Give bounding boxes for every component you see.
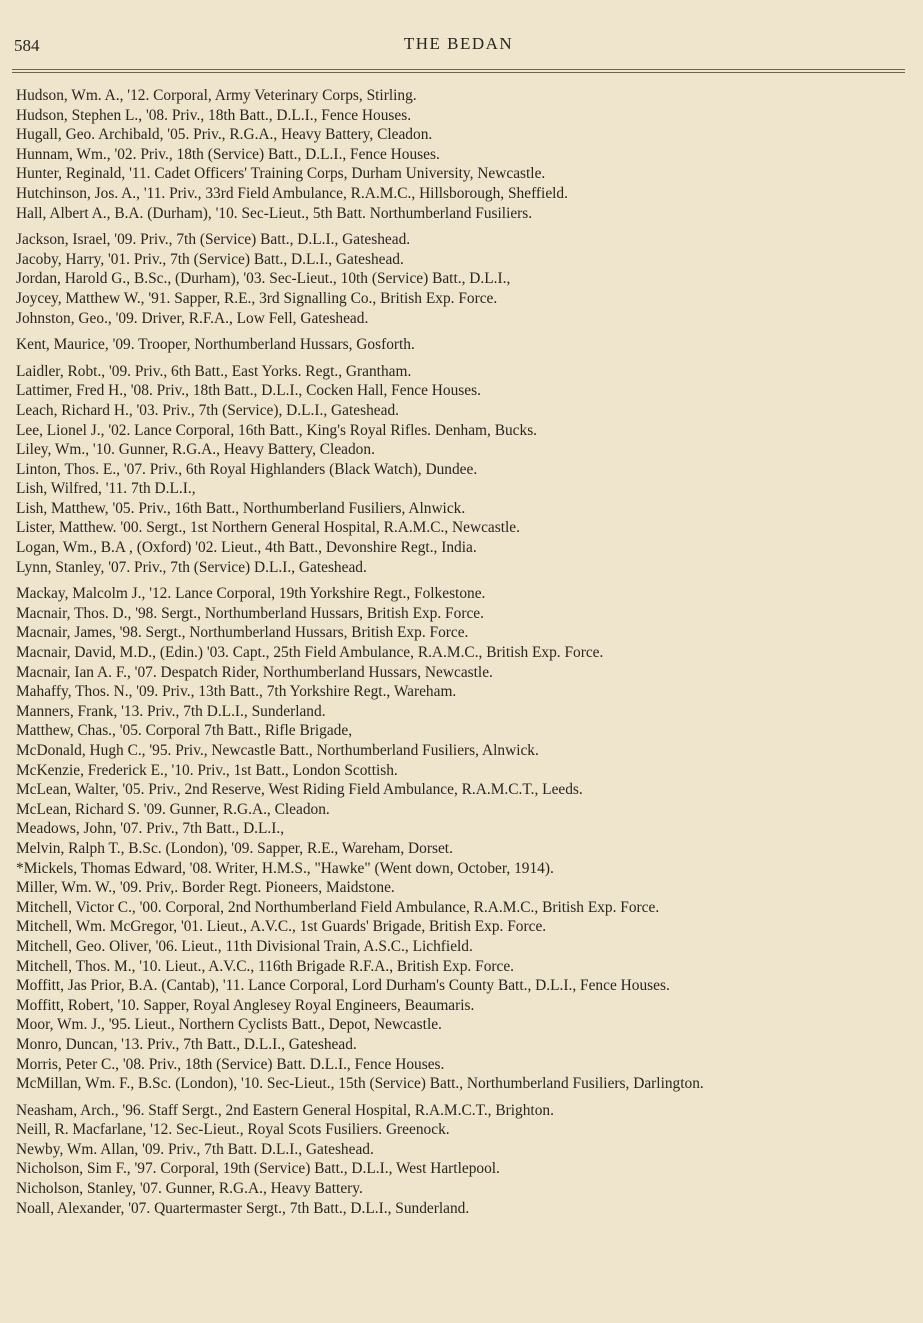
- roll-entry: Macnair, James, '98. Sergt., Northumberland Hussars, British Exp. Force.: [16, 624, 469, 642]
- roll-entry: Lee, Lionel J., '02. Lance Corporal, 16th Batt., King's Royal Rifles. Denham, Bucks.: [16, 421, 538, 439]
- roll-entry: Mackay, Malcolm J., '12. Lance Corporal, 19th Yorkshire Regt., Folkestone.: [16, 585, 486, 603]
- page-header: [14, 34, 903, 60]
- roll-entry: Mahaffy, Thos. N., '09. Priv., 13th Batt., 7th Yorkshire Regt., Wareham.: [16, 683, 457, 701]
- roll-entry: Mitchell, Geo. Oliver, '06. Lieut., 11th Divisional Train, A.S.C., Lichfield.: [16, 937, 473, 955]
- roll-entry: Nicholson, Sim F., '97. Corporal, 19th (Service) Batt., D.L.I., West Hartlepool.: [16, 1160, 500, 1178]
- roll-entry: Miller, Wm. W., '09. Priv,. Border Regt. Pioneers, Maidstone.: [16, 879, 395, 897]
- roll-entry: Lish, Matthew, '05. Priv., 16th Batt., Northumberland Fusiliers, Alnwick.: [16, 499, 466, 517]
- roll-entry: Linton, Thos. E., '07. Priv., 6th Royal Highlanders (Black Watch), Dundee.: [16, 460, 478, 478]
- roll-entry: Kent, Maurice, '09. Trooper, Northumberland Hussars, Gosforth.: [16, 336, 415, 354]
- roll-entry: Jacoby, Harry, '01. Priv., 7th (Service) Batt., D.L.I., Gateshead.: [16, 250, 404, 268]
- roll-entry: Macnair, Ian A. F., '07. Despatch Rider, Northumberland Hussars, Newcastle.: [16, 663, 493, 681]
- roll-entry: Neill, R. Macfarlane, '12. Sec-Lieut., Royal Scots Fusiliers. Greenock.: [16, 1121, 450, 1139]
- letter-group: [16, 362, 911, 578]
- roll-entry: Noall, Alexander, '07. Quartermaster Sergt., 7th Batt., D.L.I., Sunderland.: [16, 1199, 470, 1217]
- roll-entry: Neasham, Arch., '96. Staff Sergt., 2nd Eastern General Hospital, R.A.M.C.T., Brighton.: [16, 1101, 554, 1119]
- letter-group: [16, 584, 911, 1093]
- roll-entry: Mitchell, Victor C., '00. Corporal, 2nd Northumberland Field Ambulance, R.A.M.C., British Exp. Force.: [16, 898, 660, 916]
- roll-entry: Johnston, Geo., '09. Driver, R.F.A., Low Fell, Gateshead.: [16, 309, 369, 327]
- roll-entry: Joycey, Matthew W., '91. Sapper, R.E., 3rd Signalling Co., British Exp. Force.: [16, 289, 498, 307]
- letter-group: [16, 86, 911, 223]
- roll-entry: Newby, Wm. Allan, '09. Priv., 7th Batt. D.L.I., Gateshead.: [16, 1140, 374, 1158]
- roll-entry: McDonald, Hugh C., '95. Priv., Newcastle Batt., Northumberland Fusiliers, Alnwick.: [16, 742, 539, 759]
- roll-entry: Lattimer, Fred H., '08. Priv., 18th Batt., D.L.I., Cocken Hall, Fence Houses.: [16, 382, 481, 400]
- roll-entry: Logan, Wm., B.A , (Oxford) '02. Lieut., 4th Batt., Devonshire Regt., India.: [16, 539, 477, 557]
- letter-group: [16, 335, 911, 355]
- roll-entry: Lister, Matthew. '00. Sergt., 1st Northern General Hospital, R.A.M.C., Newcastle.: [16, 519, 520, 537]
- roll-entry: Lish, Wilfred, '11. 7th D.L.I.,: [16, 480, 196, 498]
- roll-entry: Hunter, Reginald, '11. Cadet Officers' Training Corps, Durham University, Newcastle.: [16, 165, 546, 183]
- roll-entry: Hudson, Stephen L., '08. Priv., 18th Batt., D.L.I., Fence Houses.: [16, 106, 412, 124]
- roll-entry: Moffitt, Robert, '10. Sapper, Royal Anglesey Royal Engineers, Beaumaris.: [16, 996, 475, 1014]
- roll-entry: McKenzie, Frederick E., '10. Priv., 1st Batt., London Scottish.: [16, 761, 398, 779]
- roll-entry: Mitchell, Thos. M., '10. Lieut., A.V.C., 116th Brigade R.F.A., British Exp. Force.: [16, 957, 515, 975]
- roll-entry: Hudson, Wm. A., '12. Corporal, Army Veterinary Corps, Stirling.: [16, 87, 417, 104]
- roll-entry: Liley, Wm., '10. Gunner, R.G.A., Heavy Battery, Cleadon.: [16, 441, 375, 459]
- roll-entry: Macnair, David, M.D., (Edin.) '03. Capt., 25th Field Ambulance, R.A.M.C., British Exp. Force.: [16, 644, 604, 662]
- roll-entry: McLean, Walter, '05. Priv., 2nd Reserve, West Riding Field Ambulance, R.A.M.C.T., Leeds.: [16, 781, 583, 799]
- roll-entry: Laidler, Robt., '09. Priv., 6th Batt., East Yorks. Regt., Grantham.: [16, 362, 412, 380]
- page-number: 584: [14, 36, 40, 55]
- roll-of-service-list: [16, 86, 911, 1225]
- header-rule: [12, 69, 905, 73]
- roll-entry: Matthew, Chas., '05. Corporal 7th Batt., Rifle Brigade,: [16, 722, 353, 740]
- roll-entry: Jackson, Israel, '09. Priv., 7th (Service) Batt., D.L.I., Gateshead.: [16, 231, 411, 249]
- roll-entry: Moffitt, Jas Prior, B.A. (Cantab), '11. Lance Corporal, Lord Durham's County Batt., D.L.I., Fence Houses.: [16, 977, 670, 995]
- letter-group: [16, 1101, 911, 1219]
- roll-entry: Moor, Wm. J., '95. Lieut., Northern Cyclists Batt., Depot, Newcastle.: [16, 1016, 442, 1034]
- roll-entry: McLean, Richard S. '09. Gunner, R.G.A., Cleadon.: [16, 800, 330, 818]
- roll-entry: Mitchell, Wm. McGregor, '01. Lieut., A.V.C., 1st Guards' Brigade, British Exp. Force.: [16, 918, 547, 936]
- roll-entry: Jordan, Harold G., B.Sc., (Durham), '03. Sec-Lieut., 10th (Service) Batt., D.L.I.,: [16, 270, 511, 288]
- letter-group: [16, 230, 911, 328]
- roll-entry: Manners, Frank, '13. Priv., 7th D.L.I., Sunderland.: [16, 702, 326, 720]
- roll-entry: Lynn, Stanley, '07. Priv., 7th (Service) D.L.I., Gateshead.: [16, 558, 367, 576]
- roll-entry: Melvin, Ralph T., B.Sc. (London), '09. Sapper, R.E., Wareham, Dorset.: [16, 839, 453, 857]
- running-title: THE BEDAN: [403, 34, 514, 53]
- roll-entry: Monro, Duncan, '13. Priv., 7th Batt., D.L.I., Gateshead.: [16, 1035, 357, 1053]
- roll-entry: Hugall, Geo. Archibald, '05. Priv., R.G.A., Heavy Battery, Cleadon.: [16, 126, 433, 144]
- roll-entry: Morris, Peter C., '08. Priv., 18th (Service) Batt. D.L.I., Fence Houses.: [16, 1055, 445, 1073]
- roll-entry: Hunnam, Wm., '02. Priv., 18th (Service) Batt., D.L.I., Fence Houses.: [16, 145, 440, 163]
- roll-entry: Hall, Albert A., B.A. (Durham), '10. Sec-Lieut., 5th Batt. Northumberland Fusiliers.: [16, 204, 533, 222]
- roll-entry: Macnair, Thos. D., '98. Sergt., Northumberland Hussars, British Exp. Force.: [16, 604, 484, 622]
- roll-entry: Hutchinson, Jos. A., '11. Priv., 33rd Field Ambulance, R.A.M.C., Hillsborough, Sheffield.: [16, 184, 568, 202]
- roll-entry: *Mickels, Thomas Edward, '08. Writer, H.M.S., "Hawke" (Went down, October, 1914).: [16, 859, 554, 877]
- roll-entry: Nicholson, Stanley, '07. Gunner, R.G.A., Heavy Battery.: [16, 1180, 363, 1198]
- roll-entry: Meadows, John, '07. Priv., 7th Batt., D.L.I.,: [16, 820, 285, 838]
- roll-entry: Leach, Richard H., '03. Priv., 7th (Service), D.L.I., Gateshead.: [16, 401, 399, 419]
- roll-entry: McMillan, Wm. F., B.Sc. (London), '10. Sec-Lieut., 15th (Service) Batt., Northumberland Fusiliers, Darlington.: [16, 1075, 704, 1093]
